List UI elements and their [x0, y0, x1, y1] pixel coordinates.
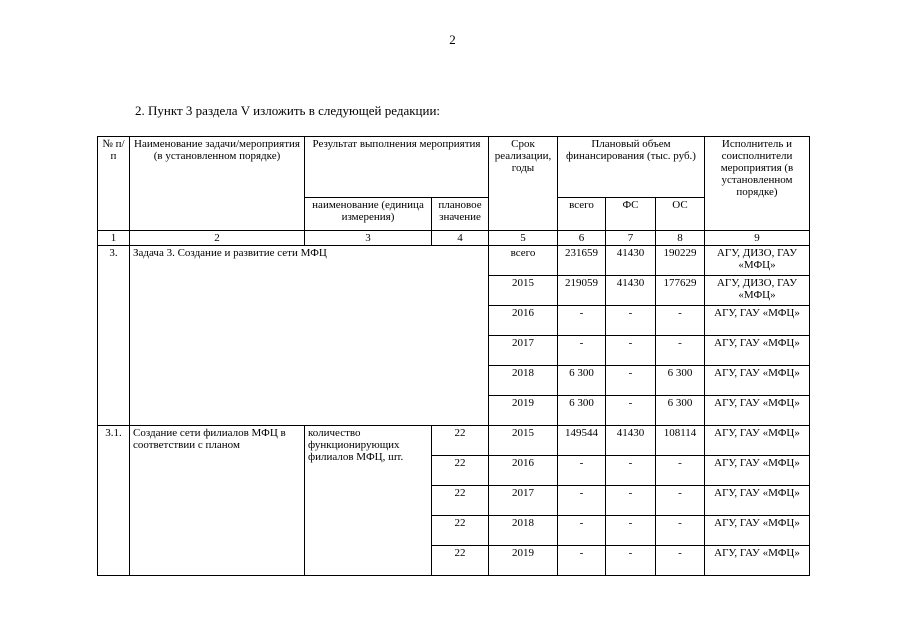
header-result-name: наименование (единица измерения): [305, 198, 432, 231]
fin-fs-cell: -: [606, 366, 656, 396]
header-result: Результат выполнения мероприятия: [305, 137, 489, 198]
header-num: № п/п: [98, 137, 130, 231]
fin-total-cell: 149544: [558, 426, 606, 456]
executor-cell: АГУ, ГАУ «МФЦ»: [705, 516, 810, 546]
fin-fs-cell: -: [606, 396, 656, 426]
header-fin-os: ОС: [656, 198, 705, 231]
fin-os-cell: 108114: [656, 426, 705, 456]
executor-cell: АГУ, ДИЗО, ГАУ «МФЦ»: [705, 276, 810, 306]
executor-cell: АГУ, ГАУ «МФЦ»: [705, 366, 810, 396]
subtask-name: Создание сети филиалов МФЦ в соответствии с планом: [130, 426, 305, 576]
fin-fs-cell: -: [606, 336, 656, 366]
executor-cell: АГУ, ГАУ «МФЦ»: [705, 456, 810, 486]
year-cell: 2015: [489, 276, 558, 306]
fin-os-cell: -: [656, 456, 705, 486]
fin-total-cell: -: [558, 546, 606, 576]
fin-total-cell: -: [558, 336, 606, 366]
header-result-value: плановое значение: [432, 198, 489, 231]
planned-value-cell: 22: [432, 486, 489, 516]
fin-os-cell: -: [656, 516, 705, 546]
executor-cell: АГУ, ГАУ «МФЦ»: [705, 306, 810, 336]
col-number: 4: [432, 231, 489, 246]
executor-cell: АГУ, ГАУ «МФЦ»: [705, 486, 810, 516]
col-number: 6: [558, 231, 606, 246]
fin-fs-cell: 41430: [606, 426, 656, 456]
task-name: Задача 3. Создание и развитие сети МФЦ: [130, 246, 489, 426]
fin-fs-cell: -: [606, 306, 656, 336]
fin-fs-cell: -: [606, 546, 656, 576]
planned-value-cell: 22: [432, 426, 489, 456]
year-cell: 2017: [489, 486, 558, 516]
plan-table: [97, 136, 810, 576]
fin-os-cell: 190229: [656, 246, 705, 276]
executor-cell: АГУ, ГАУ «МФЦ»: [705, 396, 810, 426]
header-finance: Плановый объем финансирования (тыс. руб.): [558, 137, 705, 198]
fin-total-cell: 219059: [558, 276, 606, 306]
fin-total-cell: -: [558, 486, 606, 516]
col-number: 1: [98, 231, 130, 246]
year-cell: 2019: [489, 546, 558, 576]
fin-total-cell: 231659: [558, 246, 606, 276]
header-term: Срок реализации, годы: [489, 137, 558, 231]
year-cell: 2018: [489, 366, 558, 396]
year-cell: 2015: [489, 426, 558, 456]
executor-cell: АГУ, ДИЗО, ГАУ «МФЦ»: [705, 246, 810, 276]
subtask-number: 3.1.: [98, 426, 130, 576]
fin-total-cell: -: [558, 306, 606, 336]
fin-os-cell: -: [656, 486, 705, 516]
executor-cell: АГУ, ГАУ «МФЦ»: [705, 546, 810, 576]
executor-cell: АГУ, ГАУ «МФЦ»: [705, 336, 810, 366]
fin-total-cell: -: [558, 516, 606, 546]
fin-total-cell: 6 300: [558, 396, 606, 426]
year-cell: 2016: [489, 456, 558, 486]
header-fin-total: всего: [558, 198, 606, 231]
fin-fs-cell: -: [606, 486, 656, 516]
fin-os-cell: -: [656, 306, 705, 336]
col-number: 3: [305, 231, 432, 246]
planned-value-cell: 22: [432, 546, 489, 576]
table-row: [98, 246, 810, 276]
header-fin-fs: ФС: [606, 198, 656, 231]
task-number: 3.: [98, 246, 130, 426]
result-name: количество функционирующих филиалов МФЦ, шт.: [305, 426, 432, 576]
planned-value-cell: 22: [432, 456, 489, 486]
planned-value-cell: 22: [432, 516, 489, 546]
column-numbers-row: [98, 231, 810, 246]
year-cell: всего: [489, 246, 558, 276]
col-number: 9: [705, 231, 810, 246]
header-executor: Исполнитель и соисполнители мероприятия (в установленном порядке): [705, 137, 810, 231]
year-cell: 2017: [489, 336, 558, 366]
fin-fs-cell: -: [606, 456, 656, 486]
fin-os-cell: -: [656, 336, 705, 366]
fin-total-cell: -: [558, 456, 606, 486]
table-row: [98, 426, 810, 456]
fin-os-cell: -: [656, 546, 705, 576]
section-heading: 2. Пункт 3 раздела V изложить в следующей редакции:: [135, 103, 441, 118]
fin-fs-cell: 41430: [606, 246, 656, 276]
fin-os-cell: 177629: [656, 276, 705, 306]
year-cell: 2019: [489, 396, 558, 426]
col-number: 5: [489, 231, 558, 246]
header-task: Наименование задачи/мероприятия (в установленном порядке): [130, 137, 305, 231]
fin-fs-cell: -: [606, 516, 656, 546]
col-number: 8: [656, 231, 705, 246]
col-number: 7: [606, 231, 656, 246]
executor-cell: АГУ, ГАУ «МФЦ»: [705, 426, 810, 456]
year-cell: 2016: [489, 306, 558, 336]
col-number: 2: [130, 231, 305, 246]
fin-os-cell: 6 300: [656, 396, 705, 426]
year-cell: 2018: [489, 516, 558, 546]
page-number: 2: [449, 32, 456, 47]
fin-os-cell: 6 300: [656, 366, 705, 396]
header-row-1: [98, 137, 810, 198]
fin-fs-cell: 41430: [606, 276, 656, 306]
fin-total-cell: 6 300: [558, 366, 606, 396]
